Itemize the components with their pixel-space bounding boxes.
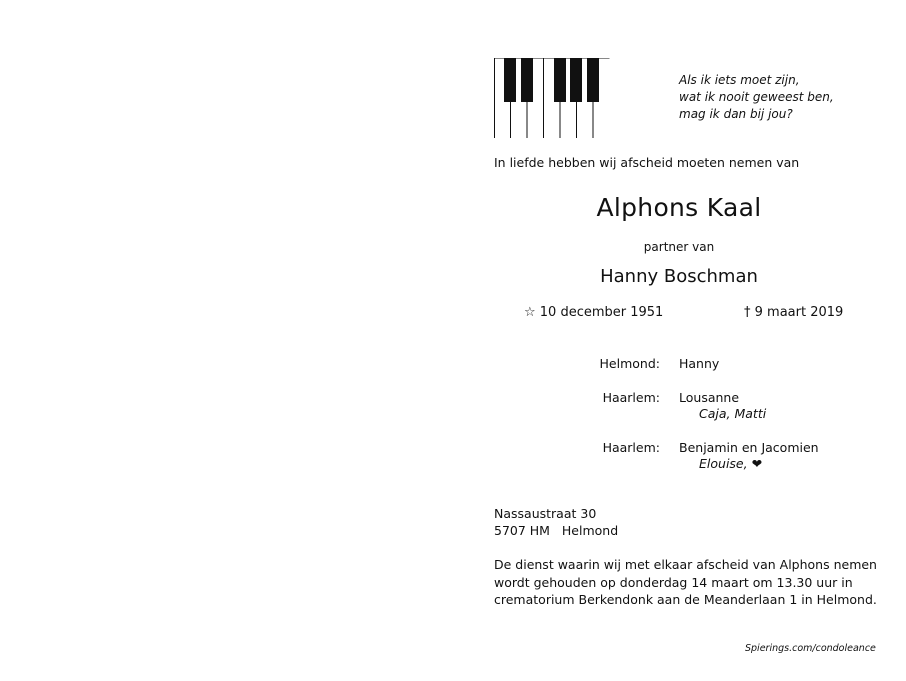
intro-text: In liefde hebben wij afscheid moeten nemen van (494, 155, 800, 170)
birth-date: ☆ 10 december 1951 (524, 305, 664, 320)
piano-keys-icon (494, 58, 610, 138)
family-children: Caja, Matti (699, 406, 767, 421)
family-city: Haarlem: (602, 440, 660, 455)
partner-name: Hanny Boschman (600, 266, 758, 287)
address (494, 505, 618, 539)
poem-line-2: wat ik nooit geweest ben, (679, 90, 834, 104)
poem-line-1: Als ik iets moet zijn, (679, 73, 800, 87)
family-city: Helmond: (599, 356, 660, 371)
family-names: Lousanne (679, 390, 740, 405)
poem (679, 72, 834, 123)
partner-of-label: partner van (643, 240, 715, 254)
family-names: Benjamin en Jacomien (679, 440, 819, 455)
service-line-1: De dienst waarin wij met elkaar afscheid van Alphons nemen (494, 557, 877, 572)
deceased-name: Alphons Kaal (596, 193, 762, 222)
poem-line-3: mag ik dan bij jou? (679, 107, 793, 121)
condolence-link[interactable]: Spierings.com/condoleance (745, 643, 876, 654)
service-line-3: crematorium Berkendonk aan de Meanderlaan 1 in Helmond. (494, 592, 877, 607)
family-children: Elouise, ❤ (699, 456, 763, 471)
family-city: Haarlem: (602, 390, 660, 405)
service-line-2: wordt gehouden op donderdag 14 maart om 13.30 uur in (494, 574, 853, 590)
address-street: Nassaustraat 30 (494, 506, 597, 521)
family-names: Hanny (679, 356, 720, 371)
service-text (494, 556, 877, 609)
address-postal: 5707 HM Helmond (494, 523, 619, 538)
death-date: † 9 maart 2019 (744, 305, 844, 320)
